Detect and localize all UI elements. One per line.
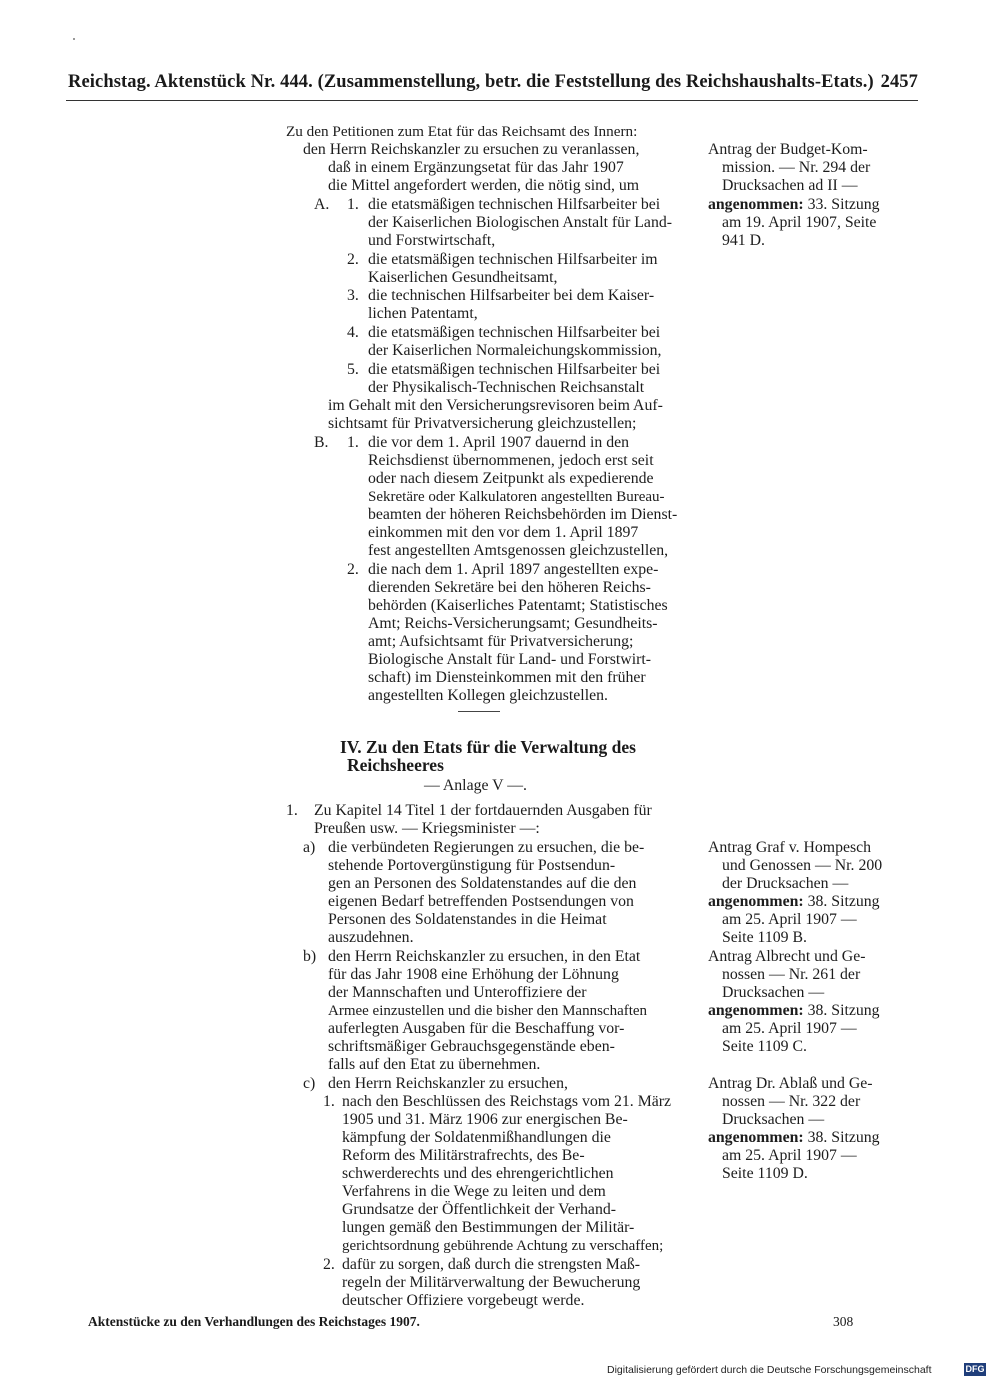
text-line: Personen des Soldatenstandes in die Heimat	[328, 911, 607, 928]
text-line: die etatsmäßigen technischen Hilfsarbeiter bei	[368, 361, 661, 378]
text-line: Zu Kapitel 14 Titel 1 der fortdauernden Ausgaben für	[314, 802, 652, 819]
text-line: daß in einem Ergänzungsetat für das Jahr 1907	[328, 159, 624, 176]
side-note-adopted	[708, 1129, 880, 1147]
header-title: Reichstag. Aktenstück Nr. 444. (Zusammenstellung, betr. die Feststellung des Reichshaushalts-Etats.)	[68, 72, 874, 92]
text-line: der Kaiserlichen Biologischen Anstalt für Land-	[368, 214, 673, 231]
list-number: 3.	[347, 287, 359, 304]
text-line: lungen gemäß den Bestimmungen der Militär-	[342, 1219, 635, 1236]
adopted-label: angenommen:	[708, 1129, 804, 1146]
side-note-line: am 25. April 1907 —	[722, 911, 857, 928]
text-line: Reichsdienst übernommenen, jedoch erst seit	[368, 452, 654, 469]
text-line: Armee einzustellen und die bisher den Mannschaften	[328, 1003, 648, 1019]
text-line: die nach dem 1. April 1897 angestellten expe-	[368, 561, 659, 578]
section-title-cont: Reichsheeres	[347, 755, 444, 775]
list-number: 2.	[323, 1256, 335, 1273]
side-note-line: nossen — Nr. 322 der	[722, 1093, 861, 1110]
text-line: sichtsamt für Privatversicherung gleichzustellen;	[328, 415, 637, 432]
side-note-adopted	[708, 893, 880, 911]
text-line: angestellten Kollegen gleichzustellen.	[368, 687, 608, 704]
text-line: gerichtsordnung gebührende Achtung zu verschaffen;	[342, 1238, 664, 1254]
text-line: die Mittel angefordert werden, die nötig sind, um	[328, 177, 640, 194]
text-line: 1905 und 31. März 1906 zur energischen Be-	[342, 1111, 628, 1128]
side-note-line: der Drucksachen —	[722, 875, 849, 892]
side-note-line: Antrag der Budget-Kom-	[708, 141, 868, 158]
running-header	[68, 72, 918, 93]
footer-sheet-number: 308	[833, 1314, 854, 1329]
text-line: eigenen Bedarf betreffenden Postsendungen von	[328, 893, 634, 910]
text-line: Kaiserlichen Gesundheitsamt,	[368, 269, 558, 286]
list-marker-A: A.	[314, 196, 330, 213]
list-number: 2.	[347, 251, 359, 268]
text-line: fest angestellten Amtsgenossen gleichzustellen,	[368, 542, 669, 559]
text-line: kämpfung der Soldatenmißhandlungen die	[342, 1129, 611, 1146]
side-note-line: Drucksachen —	[722, 1111, 825, 1128]
text-line: regeln der Militärverwaltung der Bewucherung	[342, 1274, 641, 1291]
section-separator	[458, 711, 500, 712]
session-ref: 38. Sitzung	[803, 1129, 880, 1146]
text-line: schwerderechts und des ehrengerichtlichen	[342, 1165, 614, 1182]
text-line: und Forstwirtschaft,	[368, 232, 496, 249]
text-line: lichen Patentamt,	[368, 305, 478, 322]
footer-source: Aktenstücke zu den Verhandlungen des Reichstages 1907.	[88, 1314, 420, 1329]
text-line: oder nach diesem Zeitpunkt als expedierende	[368, 470, 654, 487]
adopted-label: angenommen:	[708, 196, 804, 213]
item-marker-c: c)	[303, 1075, 316, 1092]
side-note-line: Antrag Graf v. Hompesch	[708, 839, 872, 856]
side-note-line: Seite 1109 D.	[722, 1165, 808, 1182]
text-line: die etatsmäßigen technischen Hilfsarbeiter bei	[368, 324, 661, 341]
text-line: Amt; Reichs-Versicherungsamt; Gesundheits-	[368, 615, 658, 632]
text-line: Grundsatze der Öffentlichkeit der Verhand-	[342, 1201, 616, 1218]
dfg-logo-icon: DFG	[965, 1364, 985, 1374]
session-ref: 38. Sitzung	[803, 1002, 880, 1019]
text-line: auszudehnen.	[328, 929, 414, 946]
session-ref: 33. Sitzung	[803, 196, 880, 213]
adopted-label: angenommen:	[708, 1002, 804, 1019]
text-line: stehende Portovergünstigung für Postsendun-	[328, 857, 616, 874]
text-line: die etatsmäßigen technischen Hilfsarbeiter bei	[368, 196, 661, 213]
text-line: amt; Aufsichtsamt für Privatversicherung;	[368, 633, 634, 650]
dfg-credit: Digitalisierung gefördert durch die Deutsche Forschungsgemeinschaft	[607, 1364, 932, 1376]
text-line: der Kaiserlichen Normaleichungskommission,	[368, 342, 662, 359]
side-note-line: Drucksachen ad II —	[722, 177, 858, 194]
side-note-line: am 25. April 1907 —	[722, 1147, 857, 1164]
list-number: 1.	[347, 434, 359, 451]
item-marker-a: a)	[303, 839, 316, 856]
text-line: gen an Personen des Soldatenstandes auf die den	[328, 875, 637, 892]
text-line: einkommen mit den vor dem 1. April 1897	[368, 524, 639, 541]
scan-speck	[73, 38, 75, 40]
text-line: die verbündeten Regierungen zu ersuchen, die be-	[328, 839, 645, 856]
list-marker-B: B.	[314, 434, 329, 451]
adopted-label: angenommen:	[708, 893, 804, 910]
text-line: auferlegten Ausgaben für die Beschaffung vor-	[328, 1020, 625, 1037]
list-number: 2.	[347, 561, 359, 578]
text-line: Verfahrens in die Wege zu leiten und dem	[342, 1183, 606, 1200]
text-line: für das Jahr 1908 eine Erhöhung der Löhnung	[328, 966, 619, 983]
text-line: Biologische Anstalt für Land- und Forstwirt-	[368, 651, 651, 668]
side-note-line: am 25. April 1907 —	[722, 1020, 857, 1037]
text-line: dafür zu sorgen, daß durch die strengsten Maß-	[342, 1256, 641, 1273]
side-note-line: Antrag Dr. Ablaß und Ge-	[708, 1075, 873, 1092]
text-line: nach den Beschlüssen des Reichstags vom 21. März	[342, 1093, 672, 1110]
text-line: der Physikalisch-Technischen Reichsanstalt	[368, 379, 645, 396]
text-line: schriftsmäßiger Gebrauchsgegenstände eben-	[328, 1038, 615, 1055]
side-note-line: Drucksachen —	[722, 984, 825, 1001]
text-line: die technischen Hilfsarbeiter bei dem Kaiser-	[368, 287, 655, 304]
text-line: schaft) im Diensteinkommen mit den früher	[368, 669, 646, 686]
text-line: Preußen usw. — Kriegsminister —:	[314, 820, 540, 837]
annex-label: — Anlage V —.	[424, 777, 527, 794]
side-note-adopted	[708, 196, 880, 214]
text-line: den Herrn Reichskanzler zu ersuchen zu veranlassen,	[303, 141, 640, 158]
text-line: die vor dem 1. April 1907 dauernd in den	[368, 434, 630, 451]
text-line: beamten der höheren Reichsbehörden im Dienst-	[368, 506, 678, 523]
text-line: Reform des Militärstrafrechts, des Be-	[342, 1147, 585, 1164]
list-number: 1.	[323, 1093, 335, 1110]
side-note-line: mission. — Nr. 294 der	[722, 159, 871, 176]
session-ref: 38. Sitzung	[803, 893, 880, 910]
side-note-line: Antrag Albrecht und Ge-	[708, 948, 866, 965]
text-line: deutscher Offiziere vorgebeugt werde.	[342, 1292, 585, 1309]
side-note-line: und Genossen — Nr. 200	[722, 857, 883, 874]
list-number: 1.	[347, 196, 359, 213]
side-note-adopted	[708, 1002, 880, 1020]
text-line: im Gehalt mit den Versicherungsrevisoren beim Auf-	[328, 397, 663, 414]
item-marker-b: b)	[303, 948, 317, 965]
side-note-line: Seite 1109 C.	[722, 1038, 807, 1055]
text-line: der Mannschaften und Unteroffiziere der	[328, 984, 587, 1001]
side-note-line: nossen — Nr. 261 der	[722, 966, 861, 983]
petition-heading: Zu den Petitionen zum Etat für das Reichsamt des Innern:	[286, 123, 638, 140]
text-line: behörden (Kaiserliches Patentamt; Statistisches	[368, 597, 668, 614]
side-note-line: am 19. April 1907, Seite	[722, 214, 877, 231]
text-line: falls auf den Etat zu übernehmen.	[328, 1056, 541, 1073]
text-line: dierenden Sekretäre bei den höheren Reichs-	[368, 579, 651, 596]
text-line: den Herrn Reichskanzler zu ersuchen, in den Etat	[328, 948, 641, 965]
section-title: IV. Zu den Etats für die Verwaltung des	[340, 737, 636, 757]
text-line: Sekretäre oder Kalkulatoren angestellten Bureau-	[368, 489, 665, 505]
list-number: 4.	[347, 324, 359, 341]
page-number: 2457	[880, 72, 918, 92]
side-note-line: 941 D.	[722, 232, 766, 249]
header-rule	[66, 100, 918, 101]
list-number: 1.	[286, 802, 298, 819]
list-number: 5.	[347, 361, 359, 378]
text-line: die etatsmäßigen technischen Hilfsarbeiter im	[368, 251, 658, 268]
text-line: den Herrn Reichskanzler zu ersuchen,	[328, 1075, 568, 1092]
side-note-line: Seite 1109 B.	[722, 929, 807, 946]
